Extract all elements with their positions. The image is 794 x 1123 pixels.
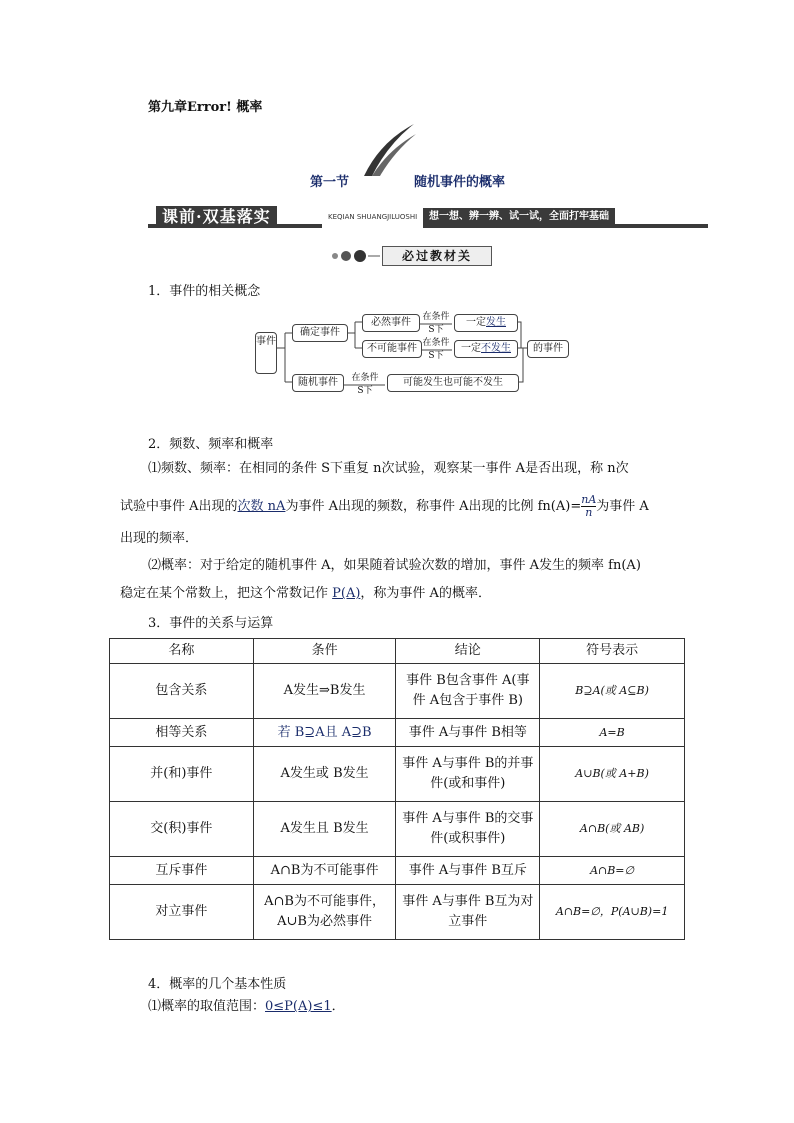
table-row <box>110 802 685 857</box>
freq-line2-mid: 为事件 A出现的频数，称事件 A出现的比例 fn(A)= <box>285 499 582 514</box>
pill-label: 必过教材关 <box>382 246 492 266</box>
freq-para-line3: 出现的频率． <box>120 531 199 546</box>
table-row <box>110 747 685 802</box>
table-row <box>110 664 685 719</box>
node-random: 随机事件 <box>292 374 344 392</box>
prob-para-line2 <box>120 584 491 604</box>
prob-range-line <box>148 997 345 1017</box>
table-row <box>110 857 685 885</box>
node-event: 事件 <box>255 332 277 374</box>
table-header-row <box>110 639 685 664</box>
section-title: 随机事件的概率 <box>414 175 506 190</box>
textbook-pill <box>330 246 490 266</box>
banner-pinyin: KEQIAN SHUANGJILUOSHI <box>322 206 423 228</box>
cond-label-bottom: S下 <box>428 325 444 335</box>
freq-count-answer: 次数 nA <box>237 499 286 514</box>
cell-name: 包含关系 <box>110 664 254 719</box>
cell-conclusion: 事件 A与事件 B相等 <box>396 719 540 747</box>
cell-condition: A发生⇒B发生 <box>253 664 396 719</box>
node-must-happen <box>454 314 518 332</box>
cell-condition: A发生且 B发生 <box>253 802 396 857</box>
header-name: 名称 <box>110 639 254 664</box>
cell-conclusion: 事件 A与事件 B互斥 <box>396 857 540 885</box>
banner-slogan: 想一想、辨一辨、试一试，全面打牢基础 <box>423 208 615 226</box>
prob-range-post: ． <box>331 999 345 1014</box>
cell-conclusion: 事件 A与事件 B的并事件(或和事件) <box>396 747 540 802</box>
header-condition: 条件 <box>253 639 396 664</box>
section1-heading: 1．事件的相关概念 <box>148 284 261 299</box>
header-conclusion: 结论 <box>396 639 540 664</box>
cond-label-bottom-3: S下 <box>357 386 373 396</box>
header-symbol: 符号表示 <box>540 639 685 664</box>
freq-para-line1: ⑴频数、频率：在相同的条件 S下重复 n次试验，观察某一事件 A是否出现，称 n次 <box>148 461 629 476</box>
section4-heading: 4．概率的几个基本性质 <box>148 977 287 992</box>
banner-title: 课前·双基落实 <box>156 206 277 228</box>
must-happen-answer: 发生 <box>486 317 506 328</box>
never-happen-pre: 一定 <box>461 343 481 354</box>
section-banner <box>148 206 708 228</box>
event-concept-diagram <box>255 308 575 396</box>
prob-range-answer: 0≤P(A)≤1 <box>265 999 332 1014</box>
cell-name: 相等关系 <box>110 719 254 747</box>
chapter-title: 第九章Error! 概率 <box>148 100 263 115</box>
node-event-of: 的事件 <box>527 340 569 358</box>
cell-conclusion: 事件 A与事件 B的交事件(或积事件) <box>396 802 540 857</box>
cell-condition: A发生或 B发生 <box>253 747 396 802</box>
table-row <box>110 719 685 747</box>
section-number: 第一节 <box>310 175 350 190</box>
fraction-numerator: nA <box>581 493 597 506</box>
prob-answer: P(A) <box>332 586 361 601</box>
freq-line2-pre: 试验中事件 A出现的 <box>120 499 238 514</box>
freq-para-line2 <box>120 494 649 519</box>
prob-line2-pre: 稳定在某个常数上，把这个常数记作 <box>120 586 333 601</box>
event-relations-table <box>109 638 685 940</box>
prob-para-line1: ⑵概率：对于给定的随机事件 A，如果随着试验次数的增加，事件 A发生的频率 fn(A) <box>148 558 641 573</box>
cond-label-top-3: 在条件 <box>351 373 379 383</box>
cell-condition: A∩B为不可能事件，A∪B为必然事件 <box>253 885 396 940</box>
cell-symbol: A=B <box>540 719 685 747</box>
prob-line2-post: ，称为事件 A的概率． <box>360 586 491 601</box>
node-deterministic: 确定事件 <box>292 324 348 342</box>
cell-symbol: A∪B(或 A+B) <box>540 747 685 802</box>
cell-conclusion: 事件 A与事件 B互为对立事件 <box>396 885 540 940</box>
cond-label-top-2: 在条件 <box>422 338 450 348</box>
freq-fraction <box>581 494 596 519</box>
cell-name: 交(积)事件 <box>110 802 254 857</box>
freq-line2-post: 为事件 A <box>596 499 649 514</box>
cell-condition: A∩B为不可能事件 <box>253 857 396 885</box>
prob-range-pre: ⑴概率的取值范围： <box>148 999 266 1014</box>
cell-symbol: A∩B(或 AB) <box>540 802 685 857</box>
dots-icon <box>330 249 380 263</box>
never-happen-answer: 不发生 <box>481 343 511 354</box>
cond-label-top: 在条件 <box>422 312 450 322</box>
table-row <box>110 885 685 940</box>
cell-symbol: A∩B=∅，P(A∪B)=1 <box>540 885 685 940</box>
node-never-happen <box>454 340 518 358</box>
must-happen-pre: 一定 <box>466 317 486 328</box>
cell-name: 对立事件 <box>110 885 254 940</box>
section2-heading: 2．频数、频率和概率 <box>148 437 274 452</box>
node-maybe: 可能发生也可能不发生 <box>387 374 519 392</box>
cond-label-bottom-2: S下 <box>428 351 444 361</box>
cell-conclusion: 事件 B包含事件 A(事件 A包含于事件 B) <box>396 664 540 719</box>
node-certain: 必然事件 <box>362 314 420 332</box>
cell-symbol: A∩B=∅ <box>540 857 685 885</box>
fraction-denominator: n <box>585 506 593 519</box>
swoosh-decoration-icon <box>362 122 418 178</box>
cell-symbol: B⊇A(或 A⊆B) <box>540 664 685 719</box>
section3-heading: 3．事件的关系与运算 <box>148 616 274 631</box>
node-impossible: 不可能事件 <box>362 340 422 358</box>
cell-name: 并(和)事件 <box>110 747 254 802</box>
cell-condition: 若 B⊇A且 A⊇B <box>253 719 396 747</box>
cell-name: 互斥事件 <box>110 857 254 885</box>
